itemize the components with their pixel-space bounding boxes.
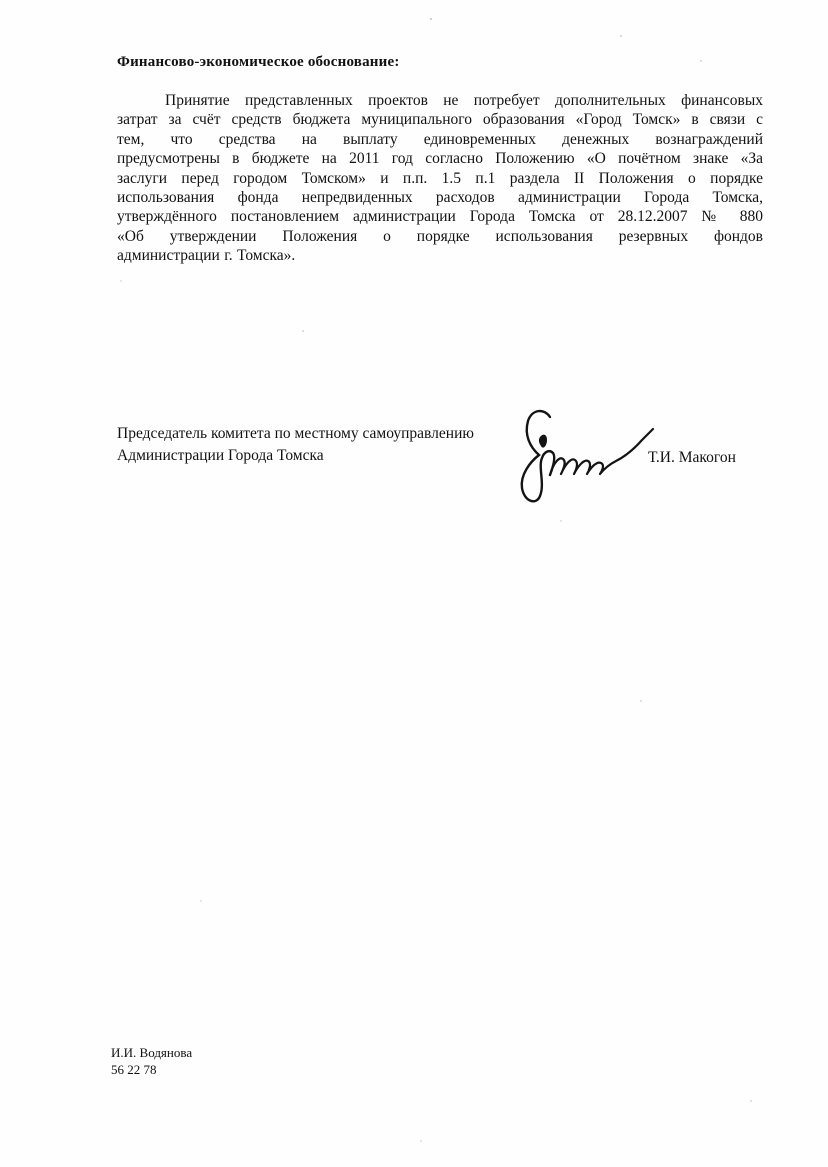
document-title: Финансово-экономическое обоснование: bbox=[117, 54, 400, 70]
paragraph-line: тем, что средства на выплату единовременных денежных вознаграждений bbox=[117, 130, 763, 148]
signatory-position-line1: Председатель комитета по местному самоуправлению bbox=[117, 425, 474, 442]
signatory-position bbox=[117, 423, 527, 467]
paragraph-line: использования фонда непредвиденных расходов администрации Города Томска, bbox=[117, 189, 763, 207]
handwritten-signature bbox=[510, 405, 662, 510]
paragraph-line: утверждённого постановлением администрации Города Томска от 28.12.2007 № 880 bbox=[117, 208, 763, 226]
executor-info bbox=[111, 1044, 192, 1078]
body-paragraph bbox=[117, 91, 763, 266]
paragraph-line: «Об утверждении Положения о порядке использования резервных фондов bbox=[117, 227, 763, 245]
paragraph-line: Принятие представленных проектов не потребует дополнительных финансовых bbox=[165, 92, 763, 109]
signature-mark bbox=[510, 405, 662, 510]
paragraph-line: предусмотрены в бюджете на 2011 год согласно Положению «О почётном знаке «За bbox=[117, 150, 763, 168]
paragraph-line: затрат за счёт средств бюджета муниципального образования «Город Томск» в связи с bbox=[117, 111, 763, 129]
signatory-position-line2: Администрации Города Томска bbox=[117, 447, 324, 464]
paragraph-line: администрации г. Томска». bbox=[117, 247, 296, 265]
executor-phone: 56 22 78 bbox=[111, 1062, 157, 1077]
signer-name: Т.И. Макогон bbox=[648, 449, 736, 466]
paragraph-line: заслуги перед городом Томском» и п.п. 1.5 п.1 раздела II Положения о порядке bbox=[117, 169, 763, 187]
scan-noise bbox=[430, 18, 432, 20]
executor-name: И.И. Водянова bbox=[111, 1045, 193, 1060]
